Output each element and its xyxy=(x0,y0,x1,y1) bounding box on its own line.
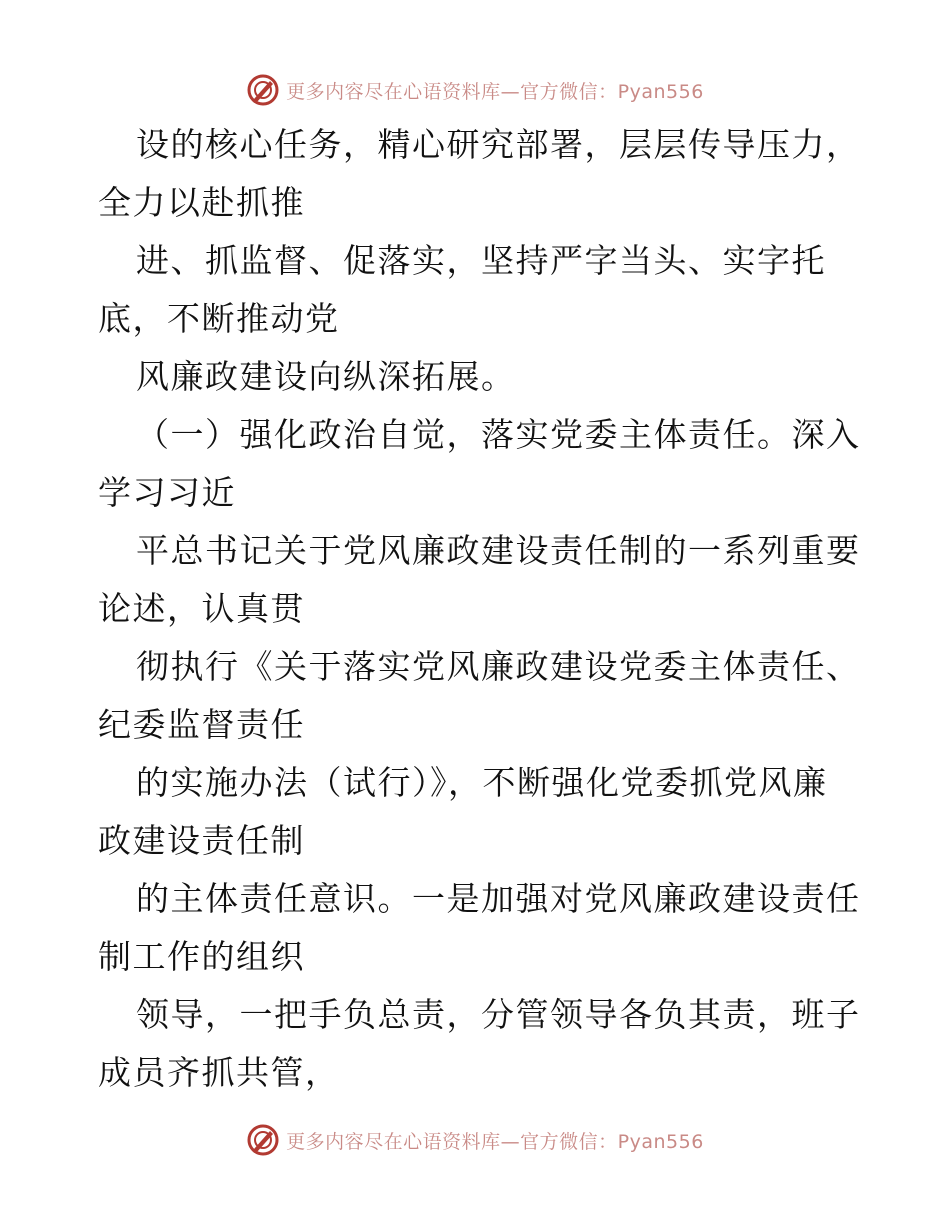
text-line: 进、抓监督、促落实，坚持严字当头、实字托 xyxy=(136,241,826,280)
text-line: 平总书记关于党风廉政建设责任制的一系列重要 xyxy=(136,531,861,570)
header-watermark xyxy=(0,70,950,110)
pen-logo-icon xyxy=(246,1123,280,1157)
footer-watermark xyxy=(0,1120,950,1160)
text-line: 设的核心任务，精心研究部署，层层传导压力， xyxy=(136,125,861,164)
text-line: 制工作的组织 xyxy=(98,937,305,976)
pen-logo-icon xyxy=(246,73,280,107)
text-line: （一）强化政治自觉，落实党委主体责任。深入 xyxy=(136,415,861,454)
text-line: 的实施办法（试行）》，不断强化党委抓党风廉 xyxy=(136,763,828,802)
text-line: 底，不断推动党 xyxy=(98,299,340,338)
text-line: 纪委监督责任 xyxy=(98,705,305,744)
text-line: 政建设责任制 xyxy=(98,821,305,860)
text-line: 彻执行《关于落实党风廉政建设党委主体责任、 xyxy=(136,647,861,686)
text-line: 领导，一把手负总责，分管领导各负其责，班子 xyxy=(136,995,861,1034)
text-line: 论述，认真贯 xyxy=(98,589,305,628)
text-line: 成员齐抓共管， xyxy=(98,1053,340,1092)
text-line: 的主体责任意识。一是加强对党风廉政建设责任 xyxy=(136,879,861,918)
watermark-text: 更多内容尽在心语资料库—官方微信：Pyan556 xyxy=(286,80,704,103)
watermark-text: 更多内容尽在心语资料库—官方微信：Pyan556 xyxy=(286,1130,704,1153)
text-line: 全力以赴抓推 xyxy=(98,183,305,222)
document-body xyxy=(98,116,878,1102)
text-line: 风廉政建设向纵深拓展。 xyxy=(136,357,516,396)
text-line: 学习习近 xyxy=(98,473,236,512)
